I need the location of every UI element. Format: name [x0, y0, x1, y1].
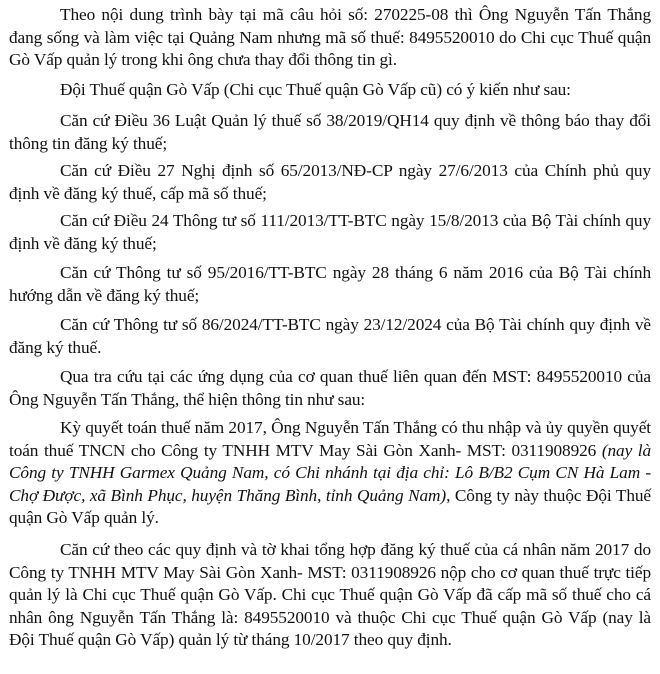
- paragraph-intro: Theo nội dung trình bày tại mã câu hỏi số: 270225-08 thì Ông Nguyễn Tấn Thắng đang sống và làm việc tại Quảng Nam nhưng mã số thuế: 8495520010 do Chi cục Thuế quận Gò Vấp quản lý trong khi ông chưa thay đổi thông tin gì.: [9, 5, 651, 70]
- paragraph-basis-1: Căn cứ Điều 36 Luật Quản lý thuế số 38/2019/QH14 quy định về thông báo thay đổi thông tin đăng ký thuế;: [9, 111, 651, 153]
- paragraph-opinion: Đội Thuế quận Gò Vấp (Chi cục Thuế quận Gò Vấp cũ) có ý kiến như sau:: [60, 80, 571, 99]
- finding-text-tail: , Công ty này thuộc Đội Thuế quận Gò Vấp quản lý.: [9, 485, 652, 528]
- paragraph-basis-4: Căn cứ Thông tư số 95/2016/TT-BTC ngày 28 tháng 6 năm 2016 của Bộ Tài chính hướng dẫn về đăng ký thuế;: [9, 263, 651, 305]
- paragraph-lookup: Qua tra cứu tại các ứng dụng của cơ quan thuế liên quan đến MST: 8495520010 của Ông Nguyễn Tấn Thắng, thể hiện thông tin như sau:: [9, 367, 651, 409]
- paragraph-basis-2: Căn cứ Điều 27 Nghị định số 65/2013/NĐ-CP ngày 27/6/2013 của Chính phủ quy định về đăng ký thuế, cấp mã số thuế;: [9, 161, 651, 203]
- paragraph-basis-3: Căn cứ Điều 24 Thông tư số 111/2013/TT-BTC ngày 15/8/2013 của Bộ Tài chính quy định về đăng ký thuế;: [9, 211, 651, 253]
- finding-text-lead: Kỳ quyết toán thuế năm 2017, Ông Nguyễn Tấn Thắng có thu nhập và ủy quyền quyết toán thuế TNCN cho Công ty TNHH MTV May Sài Gòn Xanh- MST: 0311908926: [9, 418, 651, 460]
- finding-text-italic-note: (nay là Công ty TNHH Garmex Quảng Nam, có Chi nhánh tại địa chỉ: Lô B/B2 Cụm CN Hà Lam - Chợ Được, xã Bình Phục, huyện Thăng Bình, tỉnh Quảng Nam): [9, 440, 651, 505]
- paragraph-basis-5: Căn cứ Thông tư số 86/2024/TT-BTC ngày 23/12/2024 của Bộ Tài chính quy định về đăng ký thuế.: [9, 315, 651, 357]
- paragraph-finding: [9, 417, 651, 530]
- paragraph-conclusion: Căn cứ theo các quy định và tờ khai tổng hợp đăng ký thuế của cá nhân năm 2017 do Công ty TNHH MTV May Sài Gòn Xanh- MST: 0311908926 nộp cho cơ quan thuế trực tiếp quản lý là Chi cục Thuế quận Gò Vấp. Chi cục Thuế quận Gò Vấp đã cấp mã số thuế cho cá nhân ông Nguyễn Tấn Thắng là: 8495520010 và thuộc Chi cục Thuế quận Gò Vấp (nay là Đội Thuế quận Gò Vấp) quản lý từ tháng 10/2017 theo quy định.: [9, 540, 651, 650]
